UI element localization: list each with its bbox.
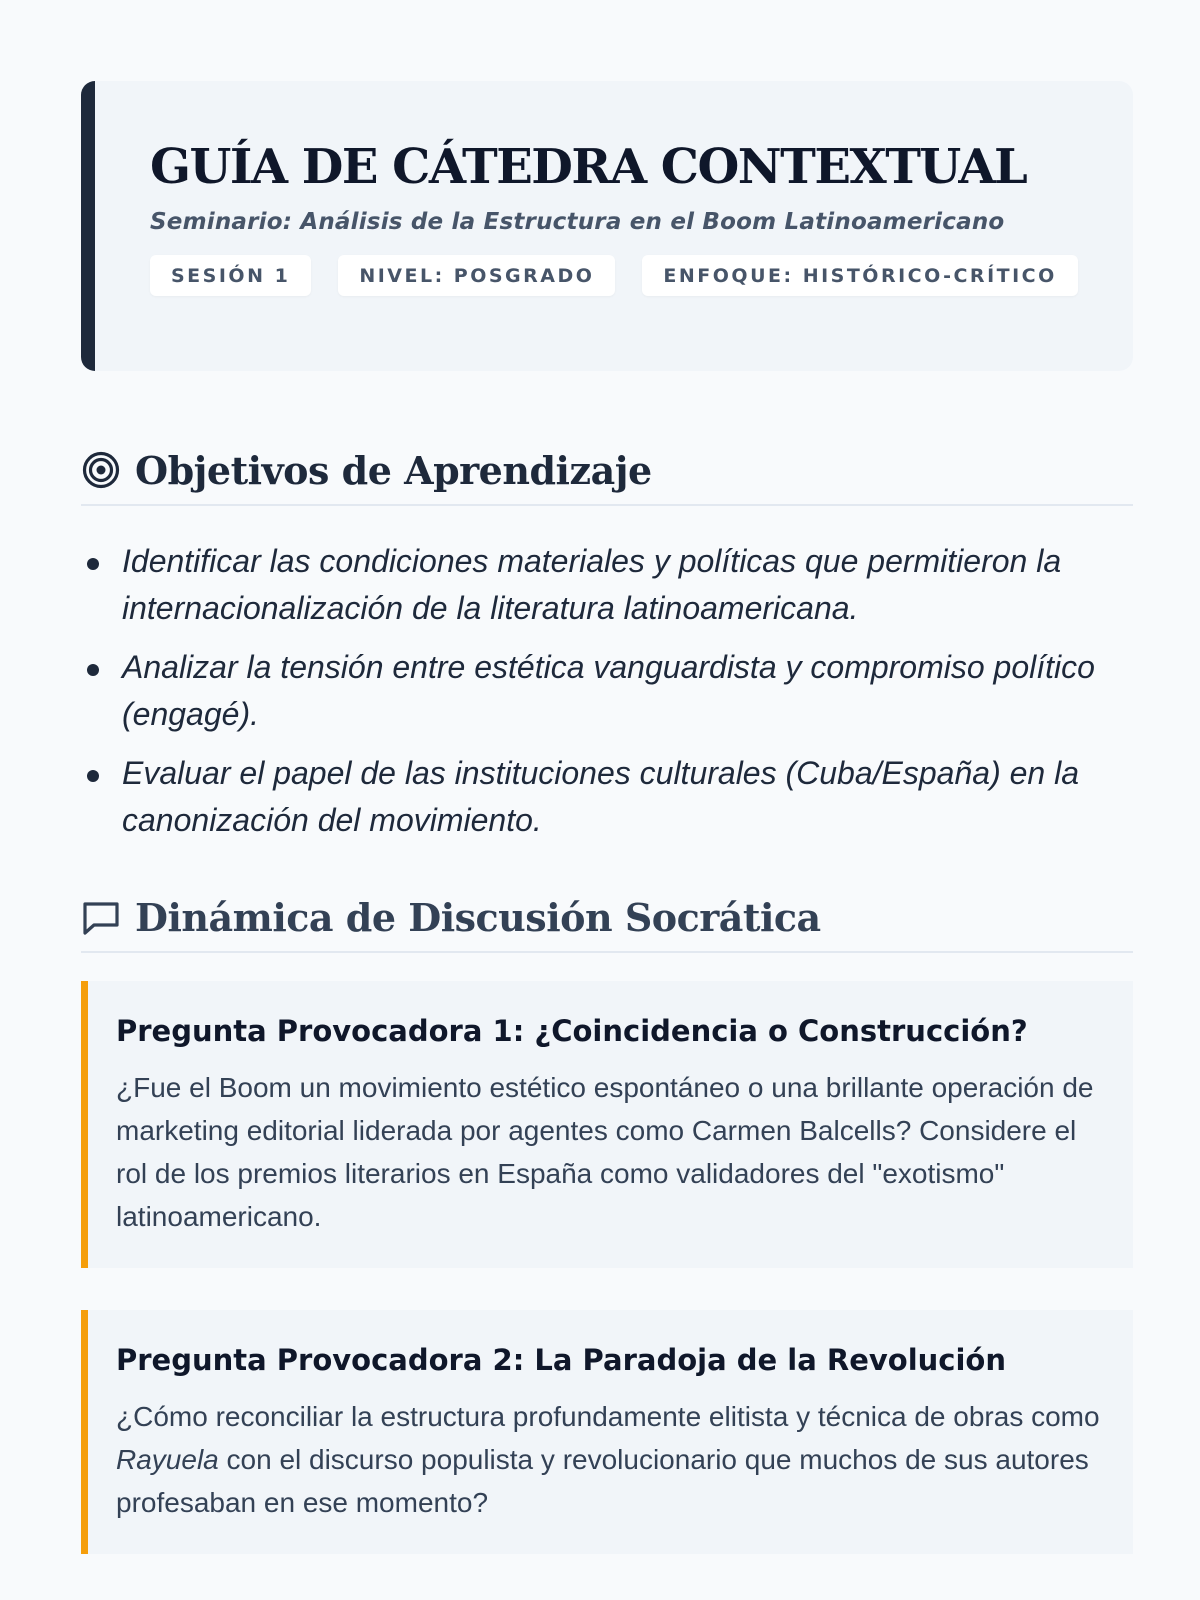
focus-badge: ENFOQUE: HISTÓRICO-CRÍTICO: [642, 255, 1077, 296]
bullet-icon: [87, 558, 99, 570]
objective-text: Analizar la tensión entre estética vanguardista y compromiso político (engagé).: [122, 649, 1095, 732]
objectives-list: [81, 538, 1133, 844]
objectives-title: Objetivos de Aprendizaje: [135, 447, 652, 493]
question-body: ¿Fue el Boom un movimiento estético espontáneo o una brillante operación de marketing editorial liderada por agentes como Carmen Balcells? Considere el rol de los premios literarios en España como validadores del "exotismo" latinoamericano.: [116, 1072, 1094, 1232]
objective-text: Evaluar el papel de las instituciones culturales (Cuba/España) en la canonización del movimiento.: [122, 755, 1079, 838]
page-title: GUÍA DE CÁTEDRA CONTEXTUAL: [150, 139, 1027, 195]
question-body-text: ¿Cómo reconciliar la estructura profundamente elitista y técnica de obras como: [116, 1401, 1100, 1432]
question-card-1: [81, 981, 1133, 1268]
page-subtitle: Seminario: Análisis de la Estructura en el Boom Latinoamericano: [150, 209, 1005, 235]
list-item: [81, 644, 1133, 738]
bullet-icon: [87, 664, 99, 676]
objective-text: Identificar las condiciones materiales y políticas que permitieron la internacionalización de la literatura latinoamericana.: [122, 543, 1062, 626]
book-title: Rayuela: [116, 1444, 219, 1475]
bullet-icon: [87, 770, 99, 782]
target-icon: [81, 450, 121, 490]
page: [81, 81, 1133, 1554]
session-badge: SESIÓN 1: [150, 255, 311, 296]
question-card-2: [81, 1310, 1133, 1554]
question-title: Pregunta Provocadora 1: ¿Coincidencia o Construcción?: [116, 1014, 1028, 1048]
list-item: [81, 750, 1133, 844]
header-card: [81, 81, 1133, 371]
chat-bubble-icon: [81, 897, 121, 937]
level-badge: NIVEL: POSGRADO: [338, 255, 615, 296]
discussion-title: Dinámica de Discusión Socrática: [135, 894, 821, 940]
question-body-text: con el discurso populista y revolucionario que muchos de sus autores profesaban en ese momento?: [116, 1444, 1089, 1518]
objectives-heading: [81, 444, 1133, 506]
discussion-heading: [81, 891, 1133, 953]
list-item: [81, 538, 1133, 632]
question-title: Pregunta Provocadora 2: La Paradoja de la Revolución: [116, 1343, 1006, 1377]
question-body: [116, 1395, 1105, 1524]
badge-row: [150, 255, 1133, 296]
